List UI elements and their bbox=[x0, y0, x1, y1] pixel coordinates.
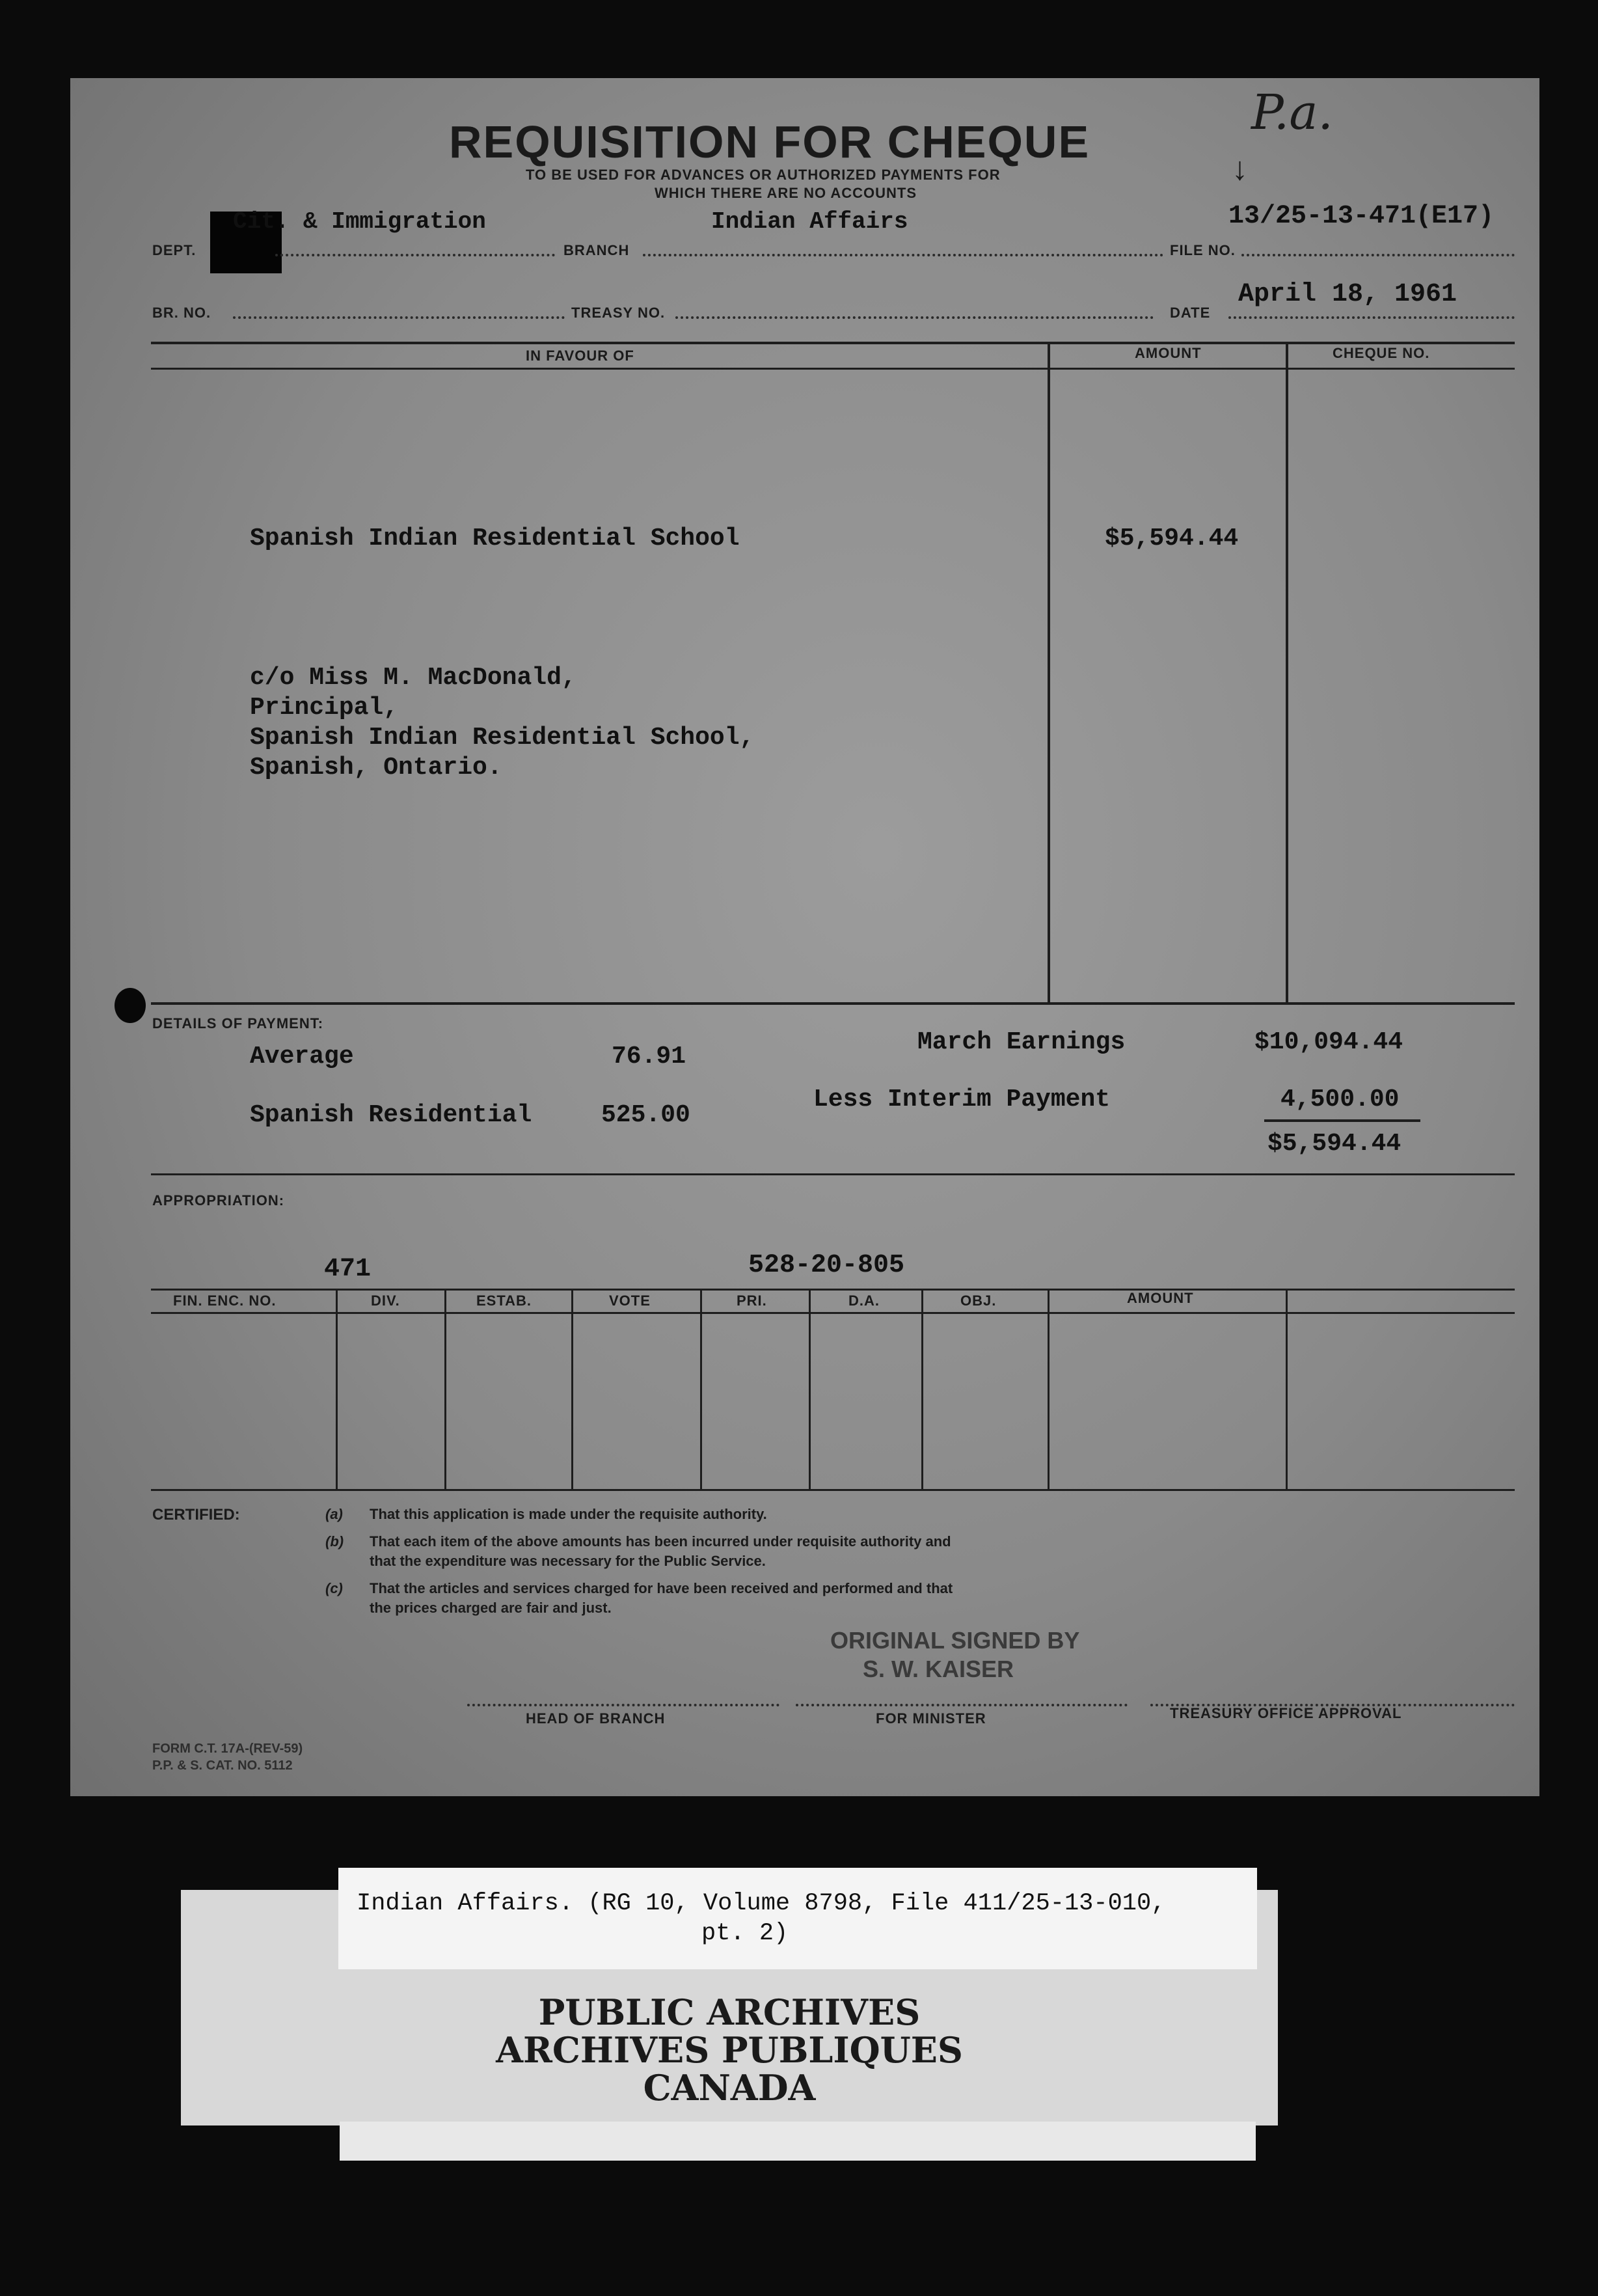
address-line: Principal, bbox=[250, 694, 399, 722]
details-label: DETAILS OF PAYMENT: bbox=[152, 1015, 324, 1032]
detail-total: $5,594.44 bbox=[1267, 1130, 1402, 1158]
requisition-form-sheet bbox=[70, 78, 1539, 1796]
header-amount: AMOUNT bbox=[1135, 345, 1202, 361]
handwritten-note: P.a. bbox=[1251, 85, 1333, 141]
certified-text: That each item of the above amounts has been incurred under requisite authority and bbox=[370, 1533, 951, 1550]
certified-text: the prices charged are fair and just. bbox=[370, 1600, 612, 1616]
payee-table-header-rule bbox=[151, 368, 1515, 370]
address-line: c/o Miss M. MacDonald, bbox=[250, 664, 576, 692]
treasy-no-dotted-line bbox=[675, 316, 1154, 319]
appropriation-table-top-rule bbox=[151, 1289, 1515, 1291]
br-no-dotted-line bbox=[233, 316, 565, 319]
col-header-obj: OBJ. bbox=[960, 1292, 997, 1309]
payee-amount: $5,594.44 bbox=[1105, 525, 1239, 553]
appropriation-code-right: 528-20-805 bbox=[748, 1251, 905, 1280]
branch-dotted-line bbox=[643, 254, 1163, 256]
certified-text: that the expenditure was necessary for the Public Service. bbox=[370, 1553, 766, 1569]
address-line: Spanish Indian Residential School, bbox=[250, 724, 755, 752]
detail-left-label: Spanish Residential bbox=[250, 1101, 532, 1129]
certified-text: That the articles and services charged for have been received and performed and that bbox=[370, 1580, 953, 1596]
form-number: FORM C.T. 17A-(REV-59) bbox=[152, 1742, 303, 1756]
detail-left-value: 525.00 bbox=[601, 1101, 690, 1129]
col-header-fin-enc-no: FIN. ENC. NO. bbox=[173, 1292, 277, 1309]
appropriation-col-divider bbox=[921, 1289, 923, 1489]
signature-stamp-line1: ORIGINAL SIGNED BY bbox=[830, 1627, 1080, 1654]
treasury-approval-label: TREASURY OFFICE APPROVAL bbox=[1170, 1705, 1402, 1721]
archive-name-english: PUBLIC ARCHIVES bbox=[538, 1991, 921, 2033]
archive-label-lower-strip bbox=[340, 2122, 1256, 2161]
appropriation-col-divider bbox=[571, 1289, 573, 1489]
archive-reference-card bbox=[338, 1868, 1257, 1969]
detail-right-label: Less Interim Payment bbox=[813, 1086, 1111, 1114]
for-minister-signature-line bbox=[796, 1704, 1128, 1706]
archive-reference-line2: pt. 2) bbox=[701, 1920, 789, 1947]
col-header-estab: ESTAB. bbox=[476, 1292, 532, 1309]
detail-right-value: 4,500.00 bbox=[1280, 1086, 1400, 1114]
header-in-favour-of: IN FAVOUR OF bbox=[526, 348, 634, 364]
archive-reference-line1: Indian Affairs. (RG 10, Volume 8798, File 411/25-13-010, bbox=[357, 1890, 1166, 1917]
details-bottom-rule bbox=[151, 1173, 1515, 1175]
header-cheque-no: CHEQUE NO. bbox=[1333, 345, 1430, 361]
payee-table-divider-cheque bbox=[1286, 342, 1288, 1002]
form-subtitle-line1: TO BE USED FOR ADVANCES OR AUTHORIZED PAYMENTS FOR bbox=[526, 167, 1001, 183]
col-header-da: D.A. bbox=[848, 1292, 880, 1309]
payee-table-bottom-rule bbox=[151, 1002, 1515, 1005]
certified-mark: (a) bbox=[325, 1506, 343, 1522]
handwritten-check: ↓ bbox=[1232, 150, 1248, 187]
dept-value: Cit. & Immigration bbox=[233, 208, 486, 235]
dept-label: DEPT. bbox=[152, 242, 196, 258]
appropriation-col-divider bbox=[700, 1289, 702, 1489]
certified-label: CERTIFIED: bbox=[152, 1506, 240, 1524]
appropriation-col-divider bbox=[1048, 1289, 1050, 1489]
catalogue-number: P.P. & S. CAT. NO. 5112 bbox=[152, 1758, 293, 1773]
date-value: April 18, 1961 bbox=[1238, 280, 1457, 309]
date-dotted-line bbox=[1228, 316, 1515, 319]
signature-stamp-line2: S. W. KAISER bbox=[863, 1656, 1014, 1682]
payee-name: Spanish Indian Residential School bbox=[250, 525, 740, 553]
certified-mark: (c) bbox=[325, 1580, 343, 1596]
detail-right-value: $10,094.44 bbox=[1254, 1028, 1403, 1056]
payee-table-divider-amount bbox=[1048, 342, 1050, 1002]
file-no-value: 13/25-13-471(E17) bbox=[1228, 202, 1495, 231]
certified-mark: (b) bbox=[325, 1533, 344, 1550]
dept-dotted-line bbox=[275, 254, 555, 256]
col-header-vote: VOTE bbox=[609, 1292, 651, 1309]
form-title: REQUISITION FOR CHEQUE bbox=[449, 116, 1090, 167]
appropriation-code-left: 471 bbox=[324, 1255, 372, 1284]
for-minister-label: FOR MINISTER bbox=[876, 1710, 986, 1727]
archive-name-french: ARCHIVES PUBLIQUES bbox=[496, 2029, 963, 2071]
appropriation-table-header-rule bbox=[151, 1312, 1515, 1314]
col-header-amount: AMOUNT bbox=[1127, 1290, 1194, 1306]
branch-value: Indian Affairs bbox=[711, 208, 908, 235]
date-label: DATE bbox=[1170, 305, 1211, 321]
col-header-pri: PRI. bbox=[737, 1292, 767, 1309]
appropriation-label: APPROPRIATION: bbox=[152, 1192, 285, 1209]
appropriation-col-divider bbox=[809, 1289, 811, 1489]
br-no-label: BR. NO. bbox=[152, 305, 211, 321]
treasy-no-label: TREASY NO. bbox=[571, 305, 666, 321]
certified-text: That this application is made under the requisite authority. bbox=[370, 1506, 767, 1522]
archive-country: CANADA bbox=[643, 2067, 816, 2109]
appropriation-table-bottom-rule bbox=[151, 1489, 1515, 1491]
head-of-branch-signature-line bbox=[467, 1704, 779, 1706]
payee-table-top-rule bbox=[151, 342, 1515, 344]
detail-right-label: March Earnings bbox=[917, 1028, 1126, 1056]
branch-label: BRANCH bbox=[563, 242, 630, 258]
subtotal-rule bbox=[1264, 1119, 1420, 1122]
form-subtitle-line2: WHICH THERE ARE NO ACCOUNTS bbox=[655, 185, 917, 201]
detail-left-value: 76.91 bbox=[612, 1043, 686, 1071]
punch-hole-mark bbox=[115, 988, 146, 1023]
head-of-branch-label: HEAD OF BRANCH bbox=[526, 1710, 666, 1727]
file-no-dotted-line bbox=[1241, 254, 1515, 256]
col-header-div: DIV. bbox=[371, 1292, 400, 1309]
detail-left-label: Average bbox=[250, 1043, 354, 1071]
file-no-label: FILE NO. bbox=[1170, 242, 1236, 258]
appropriation-col-divider bbox=[336, 1289, 338, 1489]
address-line: Spanish, Ontario. bbox=[250, 754, 502, 782]
appropriation-col-divider bbox=[1286, 1289, 1288, 1489]
appropriation-col-divider bbox=[444, 1289, 446, 1489]
